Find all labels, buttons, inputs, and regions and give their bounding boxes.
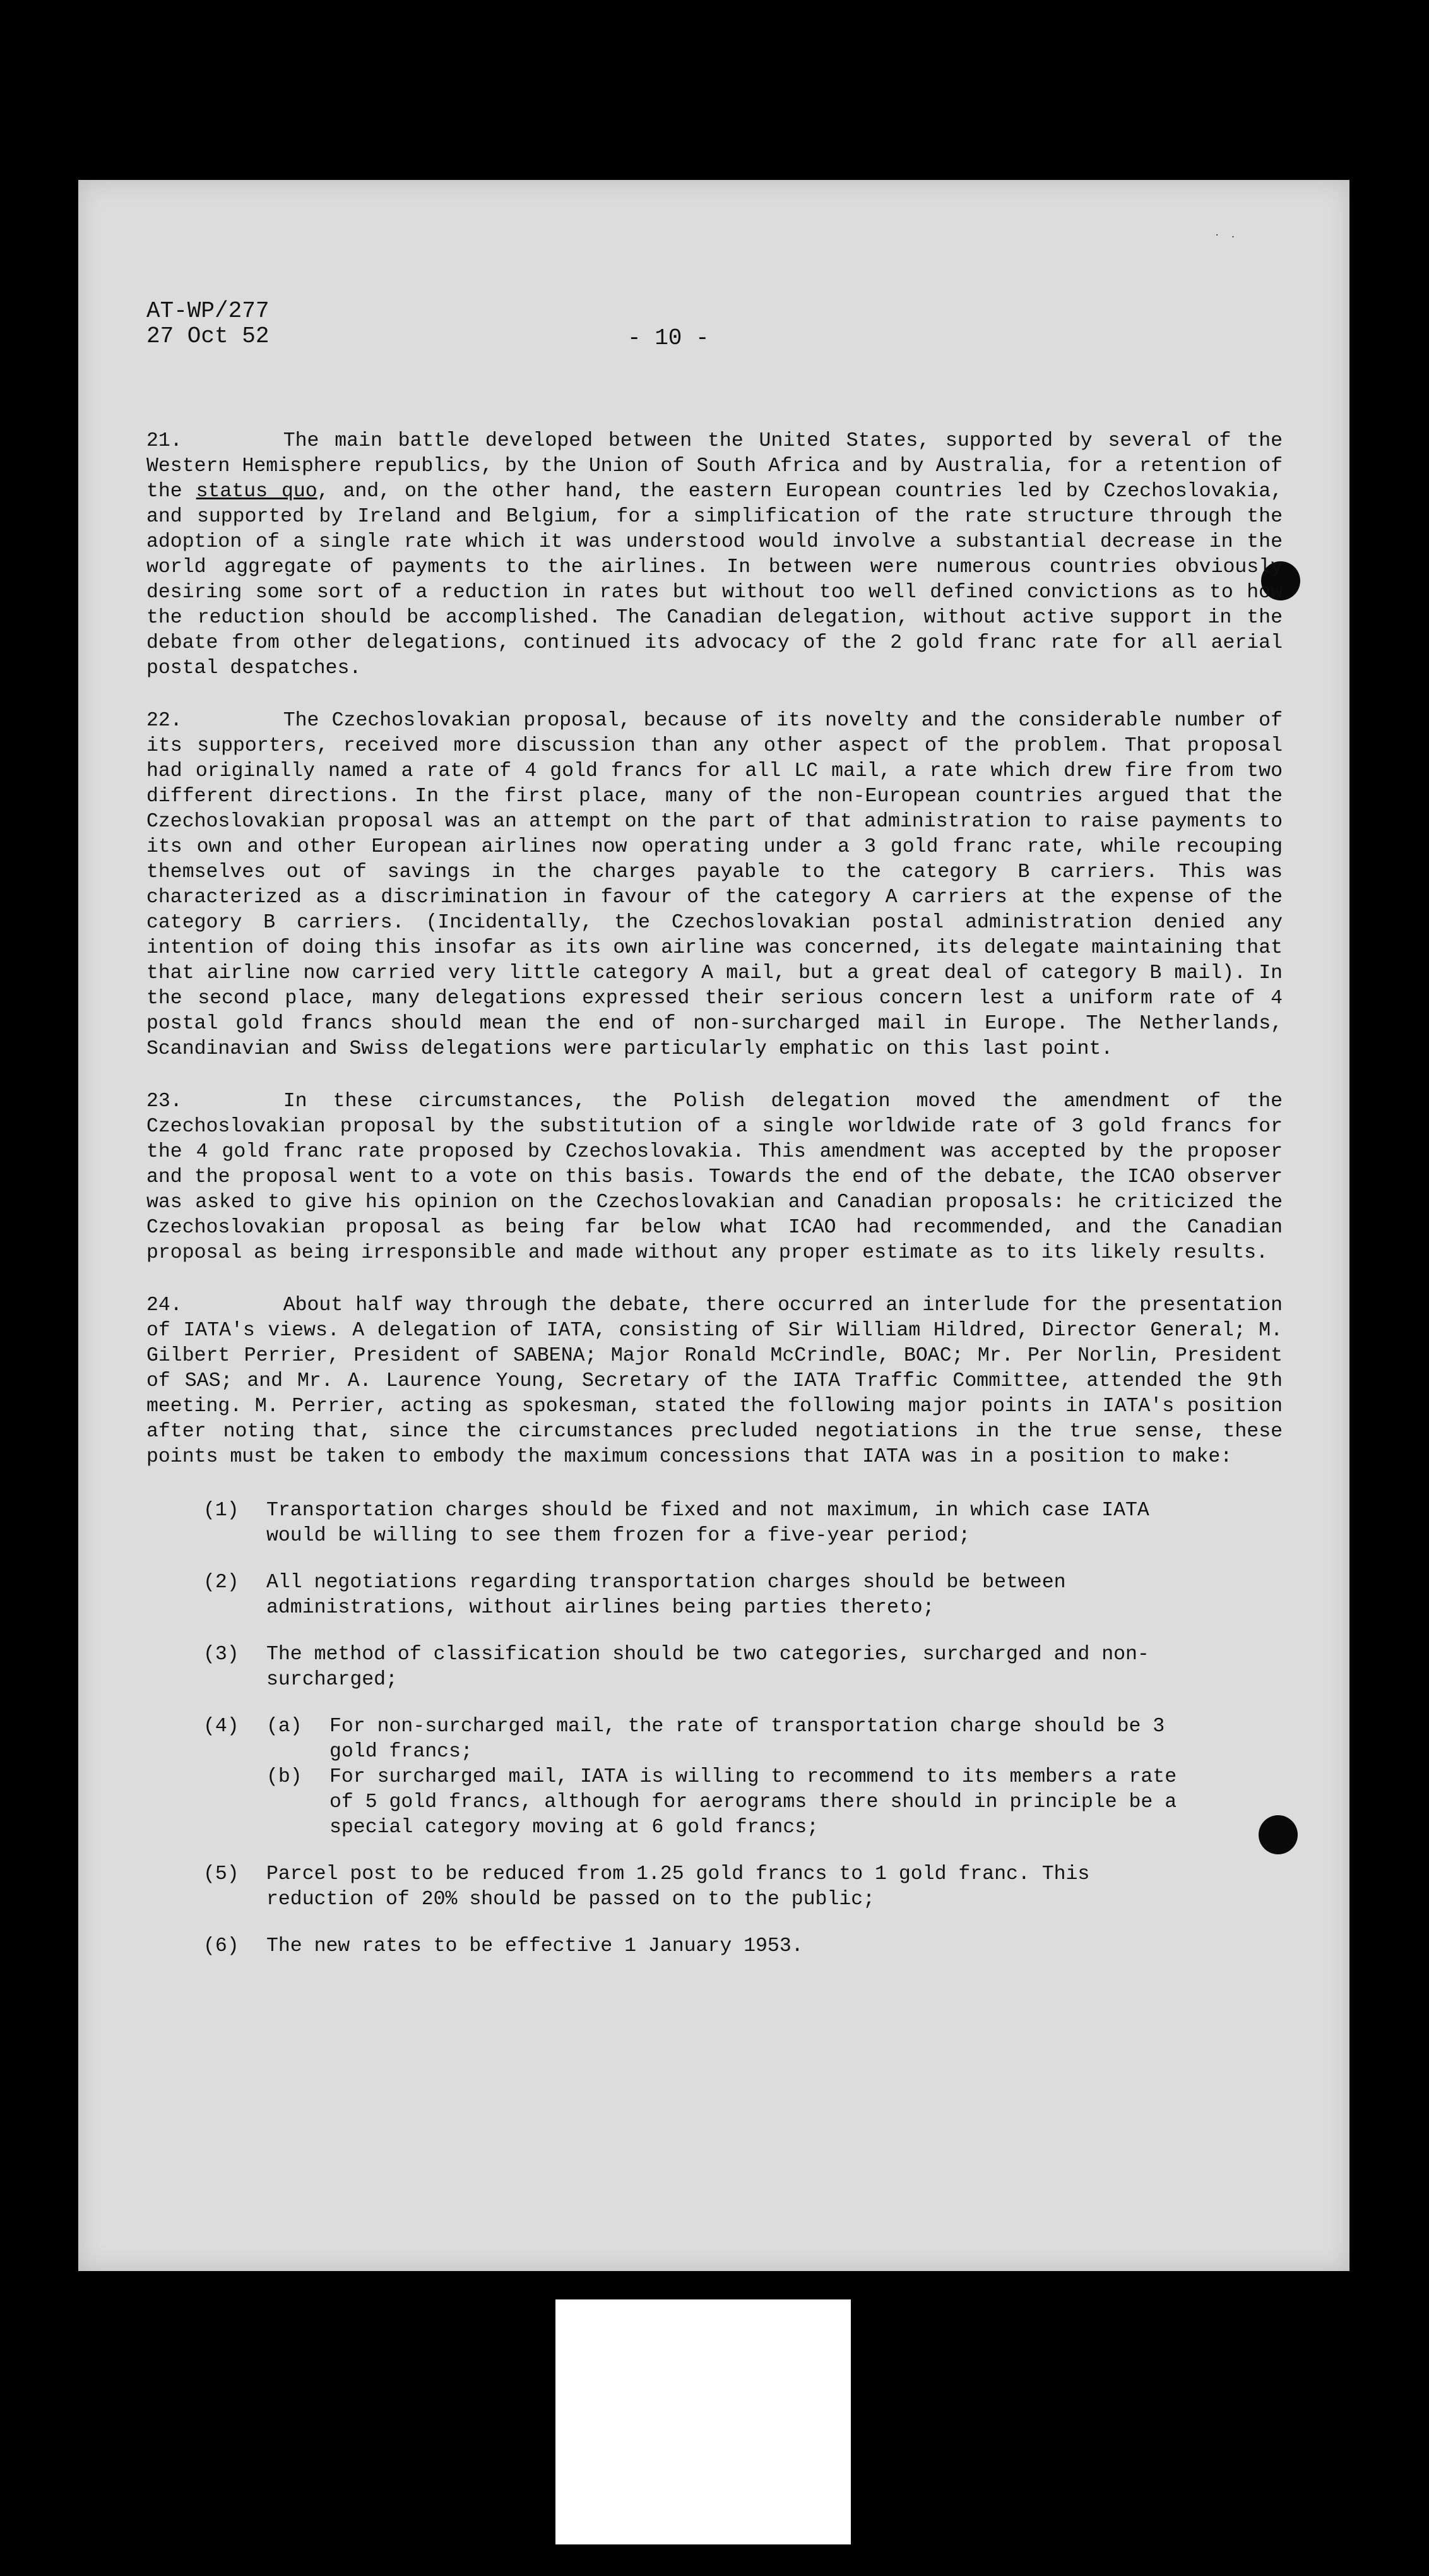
item-number: (3)	[203, 1643, 239, 1666]
paragraph-text: The main battle developed between the United States, supported by several of the Western Hemisphere republics, by the Union of South Africa and by Australia, for a retention of the	[146, 430, 1283, 503]
sub-item	[266, 1765, 1201, 1840]
item-text: Transportation charges should be fixed and not maximum, in which case IATA would be willing to see them frozen for a five-year period;	[266, 1500, 1149, 1547]
sub-item-text: For surcharged mail, IATA is willing to recommend to its members a rate of 5 gold francs, although for aerograms there should in principle be a special category moving at 6 gold francs;	[329, 1766, 1177, 1839]
reference-date: 27 Oct 52	[146, 323, 270, 349]
item-text: Parcel post to be reduced from 1.25 gold francs to 1 gold franc. This reduction of 20% should be passed on to the public;	[266, 1863, 1090, 1911]
paragraph-number: 21.	[146, 430, 182, 452]
paragraph-text-cont: , and, on the other hand, the eastern European countries led by Czechoslovakia, and supported by Ireland and Belgium, for a simplification of the rate structure through the adoption of a single rate which it was understood would involve a substantial decrease in the world aggregate of payments to the airlines. In between were numerous countries obviously desiring some sort of a reduction in rates but without too well defined convictions as to how the reduction should be accomplished. The Canadian delegation, without active support in the debate from other delegations, continued its advocacy of the 2 gold franc rate for all aerial postal despatches.	[146, 480, 1283, 679]
paragraph-number: 22.	[146, 710, 182, 732]
paragraph-number: 23.	[146, 1090, 182, 1112]
item-sublist	[266, 1714, 1201, 1840]
item-text: The method of classification should be two categories, surcharged and non-surcharged;	[266, 1643, 1149, 1691]
item-number: (1)	[203, 1500, 239, 1522]
blank-label-box	[555, 2299, 851, 2544]
speck-marks: · .	[1214, 230, 1236, 241]
item-number: (5)	[203, 1863, 239, 1885]
paragraph-23	[146, 1089, 1283, 1266]
list-item	[146, 1498, 1283, 1549]
paragraph-number: 24.	[146, 1294, 182, 1316]
item-number: (2)	[203, 1571, 239, 1594]
document-body	[146, 429, 1283, 1981]
paragraph-text: In these circumstances, the Polish delegation moved the amendment of the Czechoslovakian proposal by the substitution of a single worldwide rate of 3 gold francs for the 4 gold franc rate proposed by Czechoslovakia. This amendment was accepted by the proposer and the proposal went to a vote on this basis. Towards the end of the debate, the ICAO observer was asked to give his opinion on the Czechoslovakian and Canadian proposals: he criticized the Czechoslovakian proposal as being far below what ICAO had recommended, and the Canadian proposal as being irresponsible and made without any proper estimate as to its likely results.	[146, 1090, 1283, 1264]
item-text: The new rates to be effective 1 January 1953.	[266, 1935, 803, 1957]
paragraph-text: The Czechoslovakian proposal, because of its novelty and the considerable number of its supporters, received more discussion than any other aspect of the problem. That proposal had originally named a rate of 4 gold francs for all LC mail, a rate which drew fire from two different directions. In the first place, many of the non-European countries argued that the Czechoslovakian proposal was an attempt on the part of that administration to raise payments to its own and other European airlines now operating under a 3 gold franc rate, while recouping themselves out of savings in the charges payable to the category B carriers. This was characterized as a discrimination in favour of the category A carriers at the expense of the category B carriers. (Incidentally, the Czechoslovakian postal administration denied any intention of doing this insofar as its own airline was concerned, its delegate maintaining that that airline now carried very little category A mail, but a great deal of category B mail). In the second place, many delegations expressed their serious concern lest a uniform rate of 4 postal gold francs should mean the end of non-surcharged mail in Europe. The Netherlands, Scandinavian and Swiss delegations were particularly emphatic on this last point.	[146, 710, 1283, 1060]
sub-item-number: (a)	[266, 1715, 302, 1738]
sub-item-number: (b)	[266, 1766, 302, 1788]
sub-item	[266, 1714, 1201, 1765]
document-reference	[146, 299, 269, 349]
iata-points-list	[146, 1498, 1283, 1959]
item-number: (4)	[203, 1715, 239, 1738]
paragraph-24	[146, 1293, 1283, 1470]
sub-item-text: For non-surcharged mail, the rate of transportation charge should be 3 gold francs;	[329, 1715, 1165, 1763]
list-item	[146, 1642, 1283, 1693]
reference-code: AT-WP/277	[146, 298, 270, 324]
item-number: (6)	[203, 1935, 239, 1957]
list-item	[146, 1714, 1283, 1840]
paragraph-22	[146, 708, 1283, 1062]
item-text: All negotiations regarding transportation charges should be between administrations, without airlines being parties thereto;	[266, 1571, 1066, 1619]
paragraph-text: About half way through the debate, there occurred an interlude for the presentation of IATA's views. A delegation of IATA, consisting of Sir William Hildred, Director General; M. Gilbert Perrier, President of SABENA; Major Ronald McCrindle, BOAC; Mr. Per Norlin, President of SAS; and Mr. A. Laurence Young, Secretary of the IATA Traffic Committee, attended the 9th meeting. M. Perrier, acting as spokesman, stated the following major points in IATA's position after noting that, since the circumstances precluded negotiations in the true sense, these points must be taken to embody the maximum concessions that IATA was in a position to make:	[146, 1294, 1283, 1468]
list-item	[146, 1934, 1283, 1959]
list-item	[146, 1862, 1283, 1912]
page-number: - 10 -	[627, 325, 709, 351]
list-item	[146, 1570, 1283, 1621]
paragraph-21	[146, 429, 1283, 681]
underlined-phrase: status quo	[196, 480, 317, 503]
document-page	[78, 180, 1349, 2271]
